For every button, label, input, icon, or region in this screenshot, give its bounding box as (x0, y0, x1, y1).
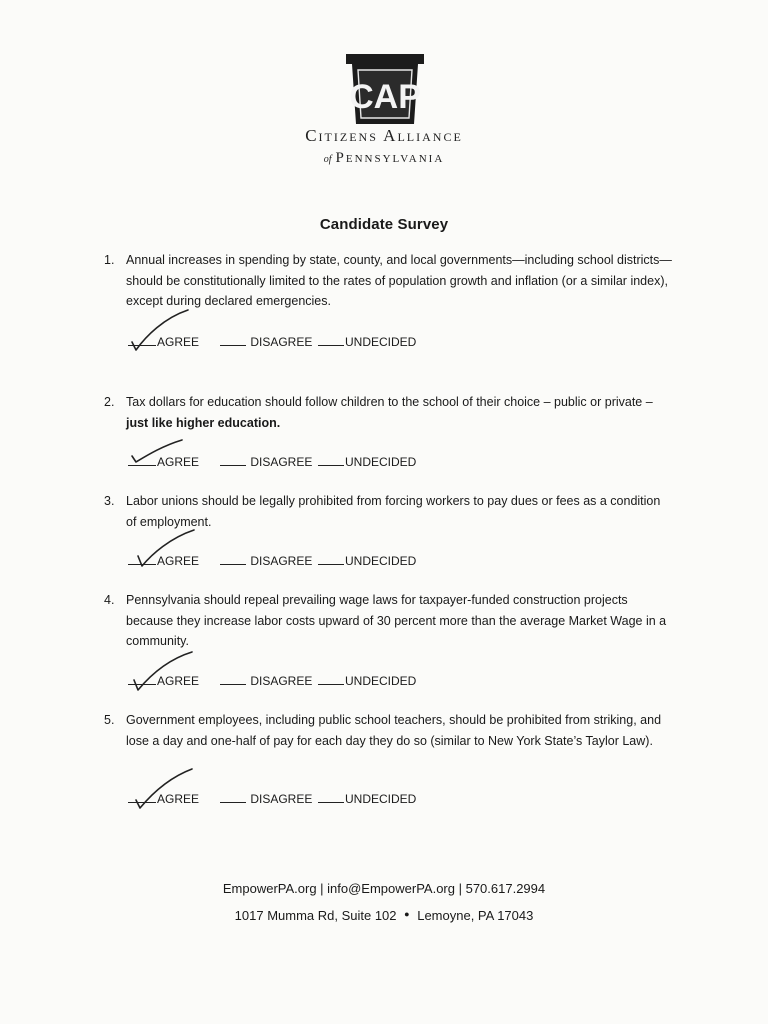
page-title: Candidate Survey (319, 216, 449, 233)
question-3 (104, 491, 674, 532)
agree-option[interactable]: AGREE (128, 791, 199, 806)
agree-option[interactable]: AGREE (128, 454, 199, 469)
agree-option[interactable]: AGREE (128, 673, 199, 688)
question-number: 4. (104, 593, 115, 607)
disagree-option[interactable]: DISAGREE (220, 454, 312, 469)
question-number: 1. (104, 253, 115, 267)
question-4 (104, 590, 674, 652)
disagree-option[interactable]: DISAGREE (220, 553, 312, 568)
question-text: Labor unions should be legally prohibited from forcing workers to pay dues or fees as a condition of employment. (126, 494, 661, 529)
question-2 (104, 392, 674, 433)
checkmark-icon (124, 306, 194, 352)
undecided-option[interactable]: UNDECIDED (318, 673, 416, 688)
question-text: Pennsylvania should repeal prevailing wage laws for taxpayer-funded construction projects because they increase labor costs upward of 30 percent more than the average Market Wage in a community. (126, 593, 667, 648)
org-state: Pennsylvania (335, 150, 445, 166)
disagree-option[interactable]: DISAGREE (220, 673, 312, 688)
disagree-option[interactable]: DISAGREE (220, 334, 312, 349)
checkmark-icon (126, 650, 198, 694)
logo-text: CAP (349, 78, 421, 116)
disagree-option[interactable]: DISAGREE (220, 791, 312, 806)
question-number: 3. (104, 494, 115, 508)
undecided-option[interactable]: UNDECIDED (318, 553, 416, 568)
agree-option[interactable]: AGREE (128, 334, 199, 349)
footer-address (0, 908, 768, 923)
org-name-line1: Citizens Alliance (305, 126, 463, 145)
undecided-option[interactable]: UNDECIDED (318, 334, 416, 349)
question-number: 5. (104, 713, 115, 727)
undecided-option[interactable]: UNDECIDED (318, 791, 416, 806)
checkmark-icon (132, 528, 200, 570)
question-5 (104, 710, 674, 751)
footer-contact: EmpowerPA.org | info@EmpowerPA.org | 570.617.2994 (222, 881, 546, 896)
org-of: of (323, 154, 332, 165)
footer-street: 1017 Mumma Rd, Suite 102 (234, 908, 397, 923)
question-1 (104, 250, 674, 312)
org-name-line2 (260, 147, 508, 171)
question-number: 2. (104, 395, 115, 409)
checkmark-icon (128, 766, 198, 812)
footer-city: Lemoyne, PA 17043 (417, 908, 534, 923)
question-text: Government employees, including public school teachers, should be prohibited from striking, and lose a day and one-half of pay for each day they do so (similar to New York State’s Taylor Law). (126, 713, 662, 748)
checkmark-icon (126, 438, 188, 468)
question-text: Annual increases in spending by state, county, and local governments—including school districts—should be constitutionally limited to the rates of population growth and inflation (or a similar index), except during declared emergencies. (126, 253, 672, 308)
undecided-option[interactable]: UNDECIDED (318, 454, 416, 469)
question-text: Tax dollars for education should follow children to the school of their choice – public or private – just like higher education. (126, 395, 653, 430)
bullet-icon: ● (404, 909, 410, 919)
agree-option[interactable]: AGREE (128, 553, 199, 568)
cap-keystone-logo (338, 52, 432, 126)
